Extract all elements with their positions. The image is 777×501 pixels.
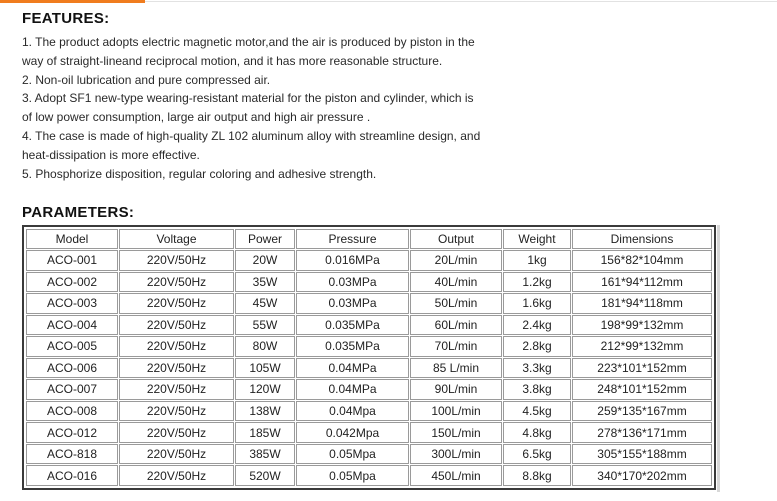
feature-line: of low power consumption, large air output and high air pressure . — [22, 110, 371, 125]
table-cell: ACO-007 — [26, 379, 118, 400]
column-header: Dimensions — [572, 229, 712, 249]
feature-line: 2. Non-oil lubrication and pure compressed air. — [22, 72, 271, 87]
table-cell: ACO-002 — [26, 272, 118, 293]
table-row — [26, 250, 712, 271]
table-cell: 259*135*167mm — [572, 401, 712, 422]
table-cell: 50L/min — [410, 293, 502, 314]
table-cell: 223*101*152mm — [572, 358, 712, 379]
feature-line: 4. The case is made of high-quality ZL 102 aluminum alloy with streamline design, and — [22, 128, 481, 143]
table-cell: 2.8kg — [503, 336, 571, 357]
table-cell: 1.2kg — [503, 272, 571, 293]
table-cell: 156*82*104mm — [572, 250, 712, 271]
table-cell: 248*101*152mm — [572, 379, 712, 400]
feature-line: way of straight-lineand reciprocal motion, and it has more reasonable structure. — [22, 53, 443, 68]
table-cell: 220V/50Hz — [119, 358, 234, 379]
table-cell: 70L/min — [410, 336, 502, 357]
table-cell: ACO-008 — [26, 401, 118, 422]
table-row — [26, 336, 712, 357]
table-cell: 220V/50Hz — [119, 293, 234, 314]
column-header: Voltage — [119, 229, 234, 249]
table-cell: 0.03MPa — [296, 272, 409, 293]
column-header: Weight — [503, 229, 571, 249]
table-cell: ACO-005 — [26, 336, 118, 357]
column-header: Pressure — [296, 229, 409, 249]
table-cell: 220V/50Hz — [119, 250, 234, 271]
table-cell: 120W — [235, 379, 295, 400]
parameters-heading: PARAMETERS: — [22, 204, 135, 221]
table-row — [26, 465, 712, 486]
table-cell: 8.8kg — [503, 465, 571, 486]
feature-line: heat-dissipation is more effective. — [22, 147, 200, 162]
table-cell: ACO-003 — [26, 293, 118, 314]
feature-line: 1. The product adopts electric magnetic motor,and the air is produced by piston in the — [22, 35, 475, 49]
table-cell: 520W — [235, 465, 295, 486]
table-cell: 80W — [235, 336, 295, 357]
table-row — [26, 358, 712, 379]
table-row — [26, 293, 712, 314]
table-cell: 2.4kg — [503, 315, 571, 336]
table-cell: 220V/50Hz — [119, 272, 234, 293]
parameters-table — [25, 228, 713, 487]
table-cell: 220V/50Hz — [119, 336, 234, 357]
table-cell: 20L/min — [410, 250, 502, 271]
table-cell: 1.6kg — [503, 293, 571, 314]
table-cell: ACO-818 — [26, 444, 118, 465]
table-row — [26, 272, 712, 293]
table-cell: 0.03MPa — [296, 293, 409, 314]
table-cell: 6.5kg — [503, 444, 571, 465]
table-cell: 278*136*171mm — [572, 422, 712, 443]
table-cell: 138W — [235, 401, 295, 422]
table-cell: 3.3kg — [503, 358, 571, 379]
table-cell: 40L/min — [410, 272, 502, 293]
table-cell: 0.035MPa — [296, 336, 409, 357]
table-cell: 212*99*132mm — [572, 336, 712, 357]
feature-line: 3. Adopt SF1 new-type wearing-resistant material for the piston and cylinder, which is — [22, 91, 474, 106]
table-cell: 220V/50Hz — [119, 379, 234, 400]
table-cell: 220V/50Hz — [119, 422, 234, 443]
feature-line: 5. Phosphorize disposition, regular coloring and adhesive strength. — [22, 166, 377, 181]
table-cell: 0.04MPa — [296, 379, 409, 400]
table-cell: 340*170*202mm — [572, 465, 712, 486]
table-cell: 0.04Mpa — [296, 401, 409, 422]
table-cell: 0.035MPa — [296, 315, 409, 336]
table-cell: 55W — [235, 315, 295, 336]
scroll-shadow-bar — [717, 225, 720, 492]
table-cell: 35W — [235, 272, 295, 293]
table-cell: 1kg — [503, 250, 571, 271]
table-cell: 90L/min — [410, 379, 502, 400]
table-cell: 220V/50Hz — [119, 401, 234, 422]
features-heading: FEATURES: — [22, 10, 110, 27]
table-cell: 0.04MPa — [296, 358, 409, 379]
table-cell: 0.042Mpa — [296, 422, 409, 443]
top-accent-bar — [0, 0, 145, 3]
table-row — [26, 422, 712, 443]
table-header-row — [26, 229, 712, 249]
table-cell: 0.016MPa — [296, 250, 409, 271]
table-cell: 0.05Mpa — [296, 444, 409, 465]
features-list — [22, 33, 582, 183]
table-cell: 100L/min — [410, 401, 502, 422]
table-cell: ACO-012 — [26, 422, 118, 443]
column-header: Power — [235, 229, 295, 249]
column-header: Output — [410, 229, 502, 249]
table-cell: 220V/50Hz — [119, 315, 234, 336]
table-cell: 60L/min — [410, 315, 502, 336]
table-row — [26, 379, 712, 400]
table-cell: 150L/min — [410, 422, 502, 443]
table-cell: 85 L/min — [410, 358, 502, 379]
table-cell: 161*94*112mm — [572, 272, 712, 293]
table-cell: 181*94*118mm — [572, 293, 712, 314]
table-cell: 220V/50Hz — [119, 444, 234, 465]
table-cell: ACO-006 — [26, 358, 118, 379]
table-cell: 385W — [235, 444, 295, 465]
table-cell: ACO-004 — [26, 315, 118, 336]
table-cell: ACO-016 — [26, 465, 118, 486]
table-cell: ACO-001 — [26, 250, 118, 271]
table-cell: 105W — [235, 358, 295, 379]
table-row — [26, 315, 712, 336]
table-cell: 45W — [235, 293, 295, 314]
table-cell: 185W — [235, 422, 295, 443]
table-cell: 4.5kg — [503, 401, 571, 422]
table-cell: 450L/min — [410, 465, 502, 486]
table-cell: 305*155*188mm — [572, 444, 712, 465]
table-cell: 20W — [235, 250, 295, 271]
table-cell: 4.8kg — [503, 422, 571, 443]
parameters-table-frame — [22, 225, 716, 490]
table-row — [26, 444, 712, 465]
table-cell: 220V/50Hz — [119, 465, 234, 486]
top-divider — [145, 1, 777, 2]
table-cell: 3.8kg — [503, 379, 571, 400]
table-cell: 198*99*132mm — [572, 315, 712, 336]
column-header: Model — [26, 229, 118, 249]
table-cell: 300L/min — [410, 444, 502, 465]
table-row — [26, 401, 712, 422]
table-cell: 0.05Mpa — [296, 465, 409, 486]
